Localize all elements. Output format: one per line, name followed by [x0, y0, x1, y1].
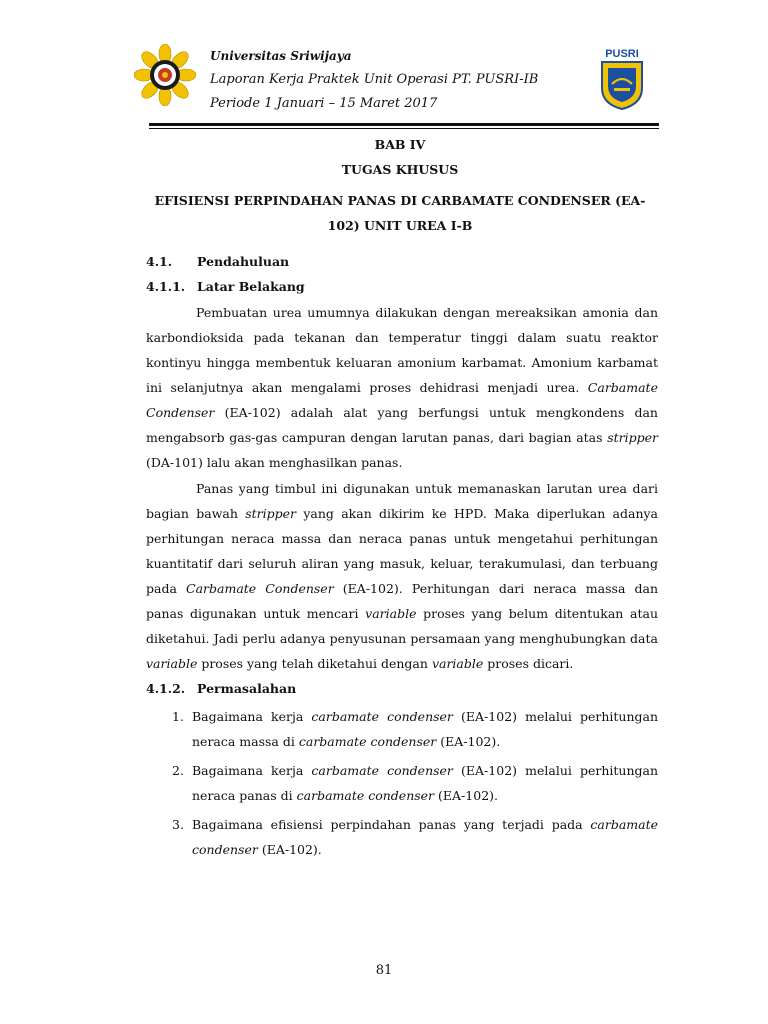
section-title: Permasalahan	[197, 681, 297, 696]
pusri-logo	[596, 46, 648, 110]
section-heading-pendahuluan	[146, 254, 289, 269]
report-period: Periode 1 Januari – 15 Maret 2017	[210, 96, 438, 111]
pusri-logo-text: PUSRI	[605, 48, 639, 60]
list-item: 1. Bagaimana kerja carbamate condenser (EA-102) melalui perhitungan neraca massa di carbamate condenser (EA-102).	[172, 709, 659, 749]
list-item: 3. Bagaimana efisiensi perpindahan panas yang terjadi pada carbamate condenser (EA-102).	[172, 817, 659, 857]
section-heading-latar-belakang	[146, 279, 305, 294]
university-seal-logo	[134, 44, 196, 106]
section-heading-permasalahan	[146, 681, 296, 696]
report-title: Laporan Kerja Praktek Unit Operasi PT. PUSRI-IB	[210, 72, 539, 87]
section-number: 4.1.	[146, 254, 173, 269]
paragraph-latar-belakang-2: Panas yang timbul ini digunakan untuk memanaskan larutan urea dari bagian bawah stripper yang akan dikirim ke HPD. Maka diperlukan adanya perhitungan neraca massa dan neraca panas untuk mengetahui perhitungan kuantitatif dari seluruh aliran yang masuk, keluar, terakumulasi, dan terbuang pada Carbamate Condenser (EA-102). Perhitungan dari neraca massa dan panas digunakan untuk mencari variable proses yang belum ditentukan atau diketahui. Jadi perlu adanya penyusunan persamaan yang menghubungkan data variable proses yang telah diketahui dengan variable proses dicari.	[146, 481, 659, 671]
chapter-subtitle: TUGAS KHUSUS	[341, 162, 459, 177]
list-item: 2. Bagaimana kerja carbamate condenser (EA-102) melalui perhitungan neraca panas di carbamate condenser (EA-102).	[172, 763, 659, 803]
running-header	[210, 44, 538, 116]
page-number: 81	[375, 963, 393, 978]
paragraph-latar-belakang-1: Pembuatan urea umumnya dilakukan dengan mereaksikan amonia dan karbondioksida pada tekanan dan temperatur tinggi dalam suatu reaktor kontinyu hingga membentuk keluaran amonium karbamat. Amonium karbamat ini selanjutnya akan mengalami proses dehidrasi menjadi urea. Carbamate Condenser (EA-102) adalah alat yang berfungsi untuk mengkondens dan mengabsorb gas-gas campuran dengan larutan panas, dari bagian atas stripper (DA-101) lalu akan menghasilkan panas.	[146, 305, 658, 470]
header-rule-thick	[149, 123, 659, 126]
chapter-title: BAB IV	[374, 137, 426, 152]
header-rule-thin	[149, 128, 659, 129]
section-number: 4.1.1.	[146, 279, 186, 294]
section-title: Pendahuluan	[197, 254, 290, 269]
section-number: 4.1.2.	[146, 681, 186, 696]
section-title: Latar Belakang	[197, 279, 305, 294]
main-title-line-2: 102) UNIT UREA I-B	[327, 218, 473, 233]
university-name: Universitas Sriwijaya	[210, 49, 352, 63]
main-title-line-1: EFISIENSI PERPINDAHAN PANAS DI CARBAMATE CONDENSER (EA-	[154, 193, 646, 208]
problem-list	[172, 704, 658, 866]
chapter-main-title	[140, 188, 660, 238]
